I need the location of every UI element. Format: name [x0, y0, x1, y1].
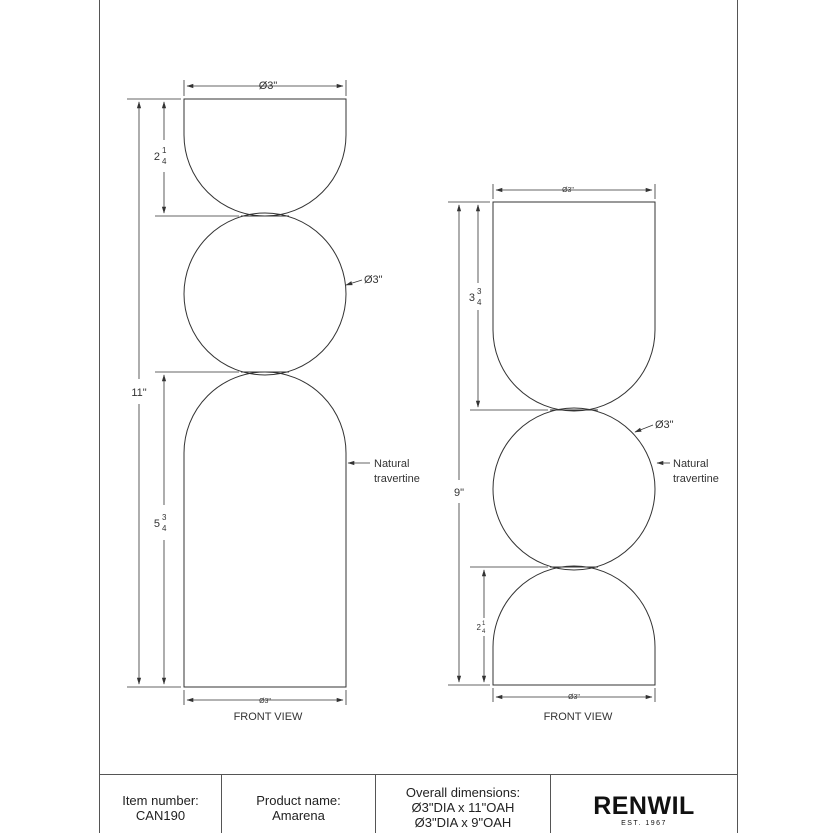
left-overall-height-label: 11": [131, 387, 147, 399]
left-middle-sphere: [184, 213, 346, 375]
left-view-label: FRONT VIEW: [233, 711, 303, 723]
right-top-width-label: Ø3": [562, 187, 574, 194]
right-view-label: FRONT VIEW: [543, 711, 613, 723]
right-top-height-den: 4: [477, 298, 482, 307]
right-bottom-height-whole: 2: [476, 623, 481, 632]
brand-name: RENWIL: [593, 792, 695, 820]
right-bottom-height-den: 4: [482, 629, 486, 635]
left-top-height-whole: 2: [153, 151, 160, 163]
left-dimensions: [127, 80, 370, 705]
product-name-value: Amarena: [272, 808, 325, 823]
left-material-line2: travertine: [374, 473, 420, 485]
sheet-border: [100, 0, 738, 833]
overall-dimensions-cell: [376, 785, 550, 830]
right-overall-height-label: 9": [453, 487, 465, 499]
left-mid-diameter-label: Ø3": [364, 274, 383, 286]
right-dimension-labels: [454, 187, 719, 723]
right-material-line1: Natural: [673, 458, 709, 470]
left-bottom-height-num: 3: [162, 513, 167, 522]
renwil-logo: [551, 792, 737, 827]
left-material-line1: Natural: [374, 458, 410, 470]
overall-dimensions-line2: Ø3"DIA x 9"OAH: [414, 815, 512, 830]
overall-dimensions-label: Overall dimensions:: [405, 785, 521, 800]
right-mid-diameter-label: Ø3": [655, 419, 674, 431]
left-bottom-column: [184, 372, 346, 687]
right-bottom-width-label: Ø3": [568, 694, 580, 701]
right-top-height-whole: 3: [468, 292, 475, 304]
right-bottom-height-num: 1: [482, 621, 486, 627]
item-number-label: Item number:: [122, 793, 199, 808]
left-top-height-den: 4: [162, 157, 167, 166]
left-bottom-height-den: 4: [162, 524, 167, 533]
left-dimension-labels: [131, 80, 420, 723]
product-name-label: Product name:: [256, 793, 341, 808]
right-material-line2: travertine: [673, 473, 719, 485]
product-name-cell: [222, 793, 375, 823]
left-top-bowl: [184, 99, 346, 216]
item-number-value: CAN190: [135, 808, 186, 823]
left-top-width-label: Ø3": [258, 80, 278, 92]
left-top-height-num: 1: [162, 146, 167, 155]
right-bottom-dome: [493, 566, 655, 685]
item-number-cell: [100, 793, 221, 823]
right-top-cup: [493, 202, 655, 411]
left-bottom-height-whole: 5: [153, 518, 160, 530]
brand-established: EST. 1967: [621, 820, 667, 827]
right-object: [493, 202, 655, 685]
overall-dimensions-line1: Ø3"DIA x 11"OAH: [411, 800, 515, 815]
right-middle-sphere: [493, 408, 655, 570]
left-bottom-width-label: Ø3": [259, 698, 271, 705]
left-object: [184, 99, 346, 687]
right-top-height-num: 3: [477, 287, 482, 296]
